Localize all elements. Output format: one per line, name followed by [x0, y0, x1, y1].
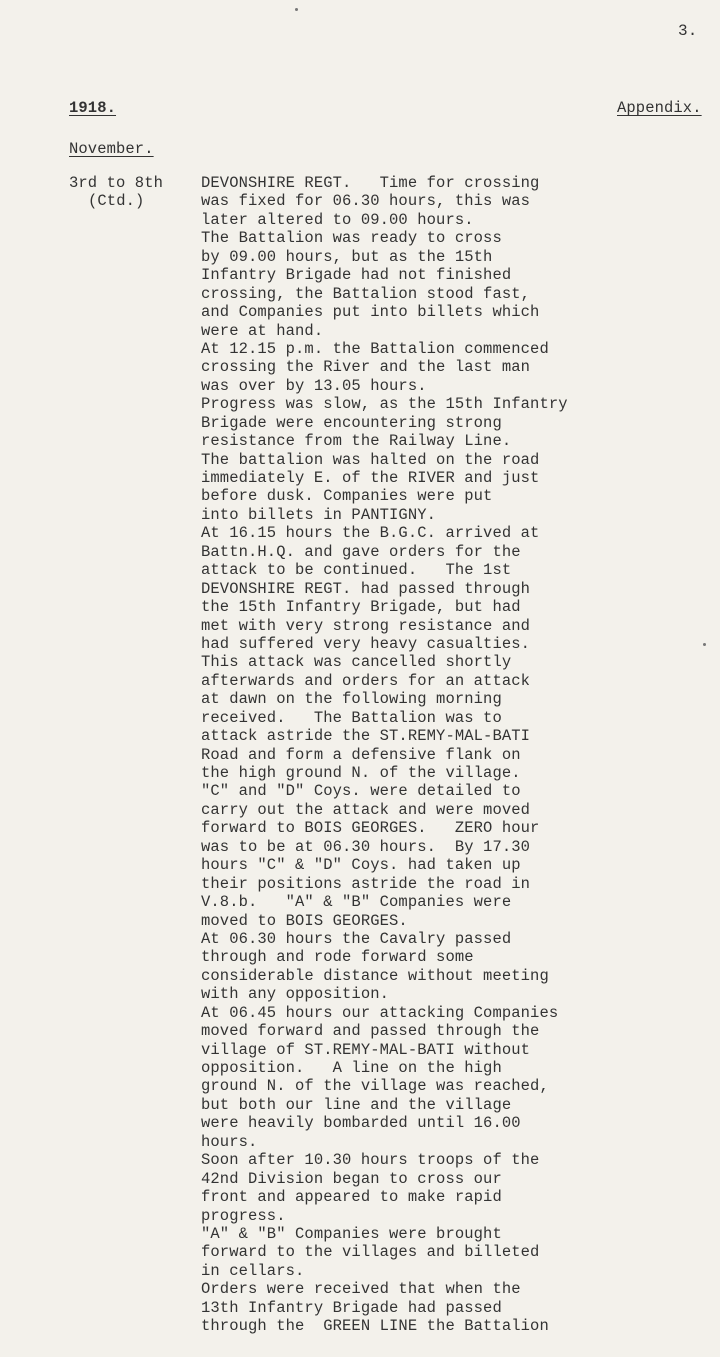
entry-line: in cellars. — [201, 1261, 305, 1280]
entry-line: had suffered very heavy casualties. — [201, 634, 531, 653]
entry-date-range: 3rd to 8th — [69, 174, 164, 192]
page-number: 3. — [678, 22, 698, 40]
entry-line: At 16.15 hours the B.G.C. arrived at — [201, 524, 540, 543]
entry-line: attack astride the ST.REMY-MAL-BATI — [201, 727, 531, 746]
entry-line: V.8.b. "A" & "B" Companies were — [201, 893, 512, 912]
entry-line: Soon after 10.30 hours troops of the — [201, 1151, 540, 1170]
entry-line: through the GREEN LINE the Battalion — [201, 1317, 549, 1336]
entry-line: with any opposition. — [201, 985, 390, 1004]
entry-line: moved forward and passed through the — [201, 1022, 540, 1041]
entry-line: Infantry Brigade had not finished — [201, 266, 512, 285]
entry-date-note: (Ctd.) — [88, 192, 145, 210]
entry-line: were at hand. — [201, 321, 324, 340]
entry-line: DEVONSHIRE REGT. Time for crossing — [201, 174, 540, 192]
entry-line: Brigade were encountering strong — [201, 413, 502, 432]
entry-line: village of ST.REMY-MAL-BATI without — [201, 1040, 531, 1059]
entry-line: crossing the River and the last man — [201, 358, 531, 377]
entry-line: forward to the villages and billeted — [201, 1243, 540, 1262]
entry-line: were heavily bombarded until 16.00 — [201, 1114, 521, 1133]
entry-line: hours "C" & "D" Coys. had taken up — [201, 856, 521, 875]
entry-line: immediately E. of the RIVER and just — [201, 469, 540, 487]
entry-line: This attack was cancelled shortly — [201, 653, 512, 672]
month-heading: November. — [69, 140, 154, 158]
entry-line: DEVONSHIRE REGT. had passed through — [201, 579, 531, 598]
entry-line: was over by 13.05 hours. — [201, 376, 427, 395]
entry-line: at dawn on the following morning — [201, 690, 502, 709]
year-heading: 1918. — [69, 99, 117, 117]
entry-line: carry out the attack and were moved — [201, 800, 531, 819]
entry-line: Orders were received that when the — [201, 1280, 521, 1299]
entry-line: was to be at 06.30 hours. By 17.30 — [201, 837, 531, 856]
entry-line: resistance from the Railway Line. — [201, 432, 512, 451]
entry-line: At 06.30 hours the Cavalry passed — [201, 929, 512, 948]
paper-speck — [703, 643, 706, 646]
entry-line: received. The Battalion was to — [201, 708, 502, 727]
entry-line: Battn.H.Q. and gave orders for the — [201, 542, 521, 561]
entry-body — [201, 174, 568, 1336]
entry-line: progress. — [201, 1206, 286, 1225]
entry-line: into billets in PANTIGNY. — [201, 505, 437, 524]
entry-line: the high ground N. of the village. — [201, 764, 521, 782]
entry-line: and Companies put into billets which — [201, 303, 540, 322]
entry-line: their positions astride the road in — [201, 874, 531, 893]
entry-line: but both our line and the village — [201, 1095, 512, 1114]
entry-line: attack to be continued. The 1st — [201, 561, 512, 580]
entry-line: 13th Infantry Brigade had passed — [201, 1298, 502, 1317]
paper-speck — [295, 8, 298, 11]
entry-line: At 06.45 hours our attacking Companies — [201, 1003, 559, 1022]
entry-line: considerable distance without meeting — [201, 966, 549, 985]
entry-line: Road and form a defensive flank on — [201, 745, 521, 764]
entry-line: 42nd Division began to cross our — [201, 1169, 502, 1188]
entry-date — [69, 174, 163, 210]
entry-line: opposition. A line on the high — [201, 1059, 502, 1077]
entry-line: "C" and "D" Coys. were detailed to — [201, 782, 521, 801]
entry-line: forward to BOIS GEORGES. ZERO hour — [201, 819, 540, 838]
entry-line: by 09.00 hours, but as the 15th — [201, 247, 493, 266]
entry-line: ground N. of the village was reached, — [201, 1077, 549, 1096]
entry-line: later altered to 09.00 hours. — [201, 210, 474, 229]
appendix-heading: Appendix. — [617, 99, 702, 117]
entry-line: The Battalion was ready to cross — [201, 229, 502, 248]
entry-line: moved to BOIS GEORGES. — [201, 911, 408, 930]
entry-line: was fixed for 06.30 hours, this was — [201, 192, 531, 211]
entry-line: The battalion was halted on the road — [201, 450, 540, 469]
entry-line: hours. — [201, 1132, 258, 1151]
entry-line: "A" & "B" Companies were brought — [201, 1224, 502, 1243]
entry-line: met with very strong resistance and — [201, 616, 531, 635]
entry-line: the 15th Infantry Brigade, but had — [201, 598, 521, 617]
entry-line: At 12.15 p.m. the Battalion commenced — [201, 339, 549, 358]
entry-line: before dusk. Companies were put — [201, 487, 493, 506]
entry-line: through and rode forward some — [201, 948, 474, 967]
entry-line: afterwards and orders for an attack — [201, 671, 531, 690]
entry-line: front and appeared to make rapid — [201, 1188, 502, 1207]
entry-line: crossing, the Battalion stood fast, — [201, 284, 531, 303]
entry-line: Progress was slow, as the 15th Infantry — [201, 395, 568, 414]
